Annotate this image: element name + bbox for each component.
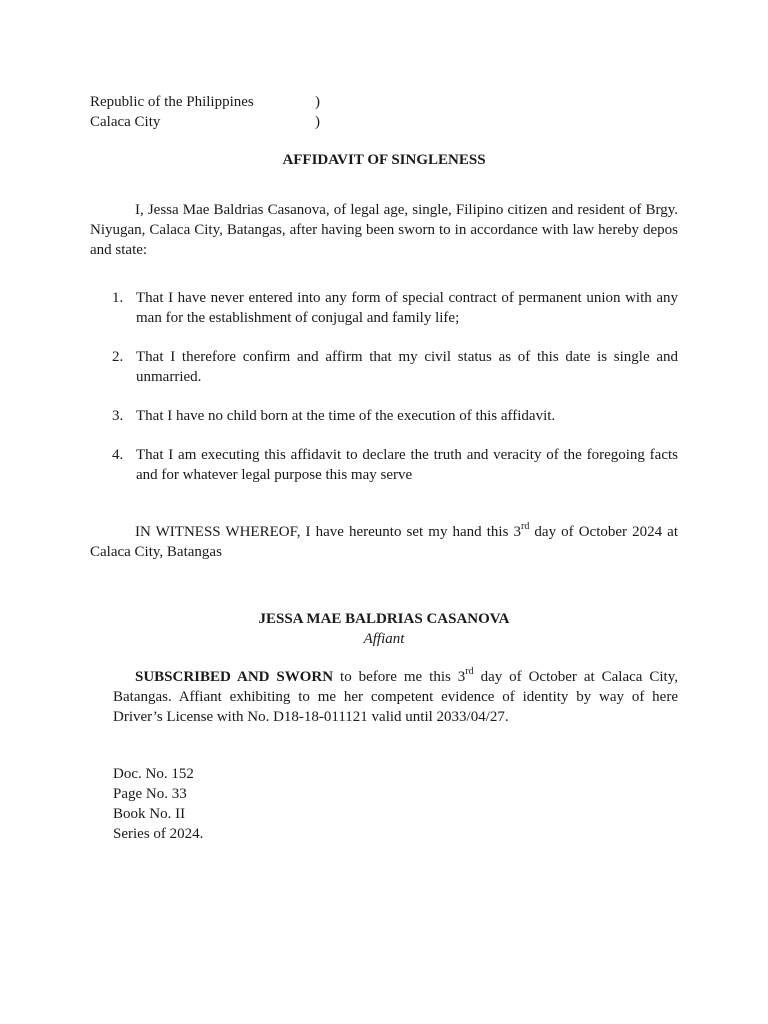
affiant-name: JESSA MAE BALDRIAS CASANOVA <box>258 611 510 627</box>
venue-country: Republic of the Philippines <box>90 94 254 110</box>
witness-paragraph <box>90 522 678 562</box>
list-item-number: 4. <box>112 447 124 463</box>
list-item <box>90 406 678 426</box>
book-number: Book No. II <box>113 806 186 822</box>
intro-paragraph: I, Jessa Mae Baldrias Casanova, of legal age, single, Filipino citizen and resident of Brgy. Niyugan, Calaca City, Batangas, after having been sworn to in accordance with law hereby depos and state: <box>90 202 678 258</box>
venue-paren: ) <box>315 114 320 130</box>
jurat-ordinal-suffix: rd <box>465 666 474 677</box>
list-item-text: That I have no child born at the time of the execution of this affidavit. <box>136 408 556 424</box>
venue-city-row <box>90 112 390 132</box>
jurat-text-after: day of October at Calaca City, Batangas. Affiant exhibiting to me her competent evidence of identity by way of here Driver’s License with No. D18-18-011121 valid until 2033/04/27. <box>113 669 678 725</box>
signature-block <box>0 609 768 649</box>
list-item <box>90 445 678 485</box>
witness-text-after: day of October 2024 at Calaca City, Batangas <box>90 524 678 560</box>
witness-ordinal-suffix: rd <box>521 521 530 532</box>
list-item-text: That I therefore confirm and affirm that my civil status as of this date is single and unmarried. <box>136 349 678 385</box>
venue-city: Calaca City <box>90 114 161 130</box>
list-item-text: That I am executing this affidavit to declare the truth and veracity of the foregoing facts and for whatever legal purpose this may serve <box>136 447 678 483</box>
witness-text-before: IN WITNESS WHEREOF, I have hereunto set my hand this 3 <box>135 524 521 540</box>
page-number: Page No. 33 <box>113 786 187 802</box>
jurat-paragraph <box>113 667 678 727</box>
series-year: Series of 2024. <box>113 826 204 842</box>
jurat-text-before: to before me this 3 <box>333 669 466 685</box>
list-item <box>90 288 678 328</box>
venue-country-row <box>90 92 390 112</box>
venue-block <box>90 92 390 132</box>
affiant-role: Affiant <box>363 631 405 647</box>
document-title: AFFIDAVIT OF SINGLENESS <box>282 152 486 168</box>
notarial-register-info <box>113 764 203 844</box>
list-item-number: 3. <box>112 408 124 424</box>
list-item <box>90 347 678 387</box>
jurat-lead: SUBSCRIBED AND SWORN <box>135 669 334 685</box>
list-item-number: 2. <box>112 349 124 365</box>
list-item-text: That I have never entered into any form of special contract of permanent union with any man for the establishment of conjugal and family life; <box>136 290 678 326</box>
list-item-number: 1. <box>112 290 124 306</box>
doc-number: Doc. No. 152 <box>113 766 194 782</box>
statements-list <box>90 288 678 504</box>
venue-paren: ) <box>315 94 320 110</box>
